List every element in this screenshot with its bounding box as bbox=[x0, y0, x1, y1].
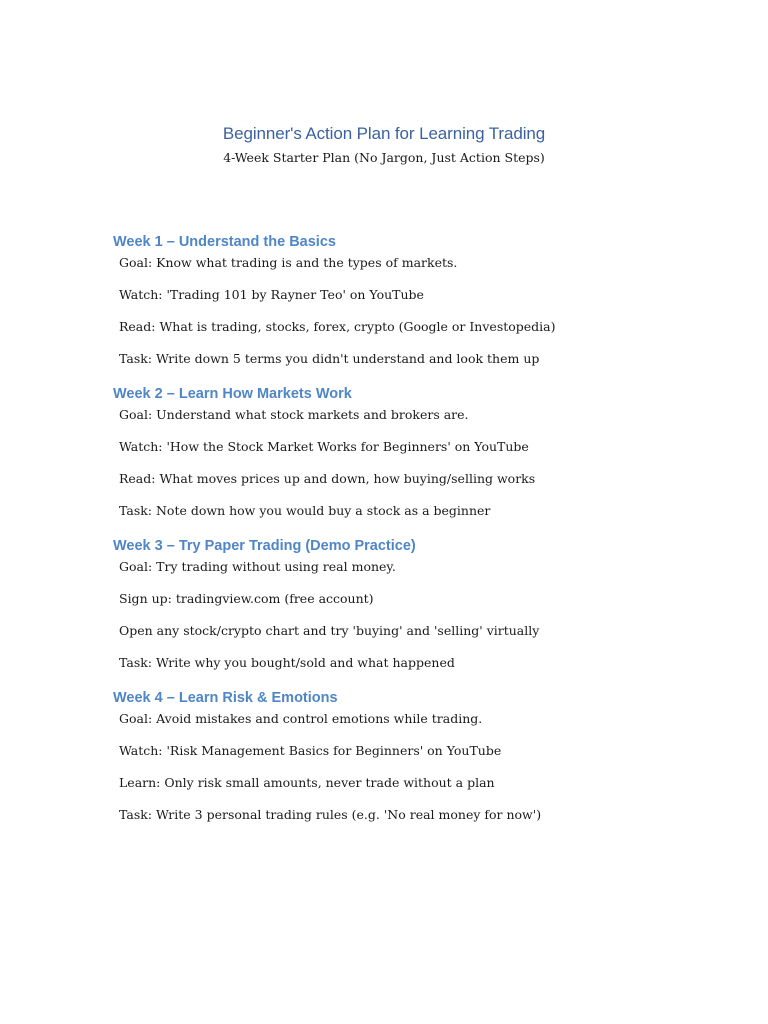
week-4-list bbox=[113, 709, 733, 827]
week-3-practice: Open any stock/crypto chart and try 'buying' and 'selling' virtually bbox=[119, 623, 540, 638]
week-4-task: Task: Write 3 personal trading rules (e.g. 'No real money for now') bbox=[119, 807, 542, 822]
week-2-list bbox=[113, 405, 733, 523]
week-4-heading: Week 4 – Learn Risk & Emotions bbox=[113, 690, 338, 706]
week-2-watch: Watch: 'How the Stock Market Works for Beginners' on YouTube bbox=[119, 439, 529, 454]
week-1-heading: Week 1 – Understand the Basics bbox=[113, 234, 336, 250]
week-4-section bbox=[113, 687, 733, 827]
week-2-goal: Goal: Understand what stock markets and brokers are. bbox=[119, 407, 469, 422]
week-2-task: Task: Note down how you would buy a stock as a beginner bbox=[119, 503, 491, 518]
week-1-section bbox=[113, 231, 733, 371]
week-3-task: Task: Write why you bought/sold and what happened bbox=[119, 655, 455, 670]
week-3-list bbox=[113, 557, 733, 675]
week-3-signup: Sign up: tradingview.com (free account) bbox=[119, 591, 374, 606]
week-4-learn: Learn: Only risk small amounts, never trade without a plan bbox=[119, 775, 495, 790]
week-2-heading: Week 2 – Learn How Markets Work bbox=[113, 386, 352, 402]
week-1-read: Read: What is trading, stocks, forex, crypto (Google or Investopedia) bbox=[119, 319, 556, 334]
document-title: Beginner's Action Plan for Learning Trading bbox=[222, 124, 546, 143]
week-2-read: Read: What moves prices up and down, how buying/selling works bbox=[119, 471, 536, 486]
document-subtitle: 4-Week Starter Plan (No Jargon, Just Action Steps) bbox=[223, 150, 545, 165]
week-2-section bbox=[113, 383, 733, 523]
week-1-goal: Goal: Know what trading is and the types of markets. bbox=[119, 255, 458, 270]
week-1-list bbox=[113, 253, 733, 371]
week-1-watch: Watch: 'Trading 101 by Rayner Teo' on YouTube bbox=[119, 287, 424, 302]
week-4-goal: Goal: Avoid mistakes and control emotions while trading. bbox=[119, 711, 483, 726]
week-3-heading: Week 3 – Try Paper Trading (Demo Practice) bbox=[113, 538, 416, 554]
week-4-watch: Watch: 'Risk Management Basics for Beginners' on YouTube bbox=[119, 743, 502, 758]
week-3-section bbox=[113, 535, 733, 675]
week-1-task: Task: Write down 5 terms you didn't understand and look them up bbox=[119, 351, 540, 366]
week-3-goal: Goal: Try trading without using real money. bbox=[119, 559, 396, 574]
